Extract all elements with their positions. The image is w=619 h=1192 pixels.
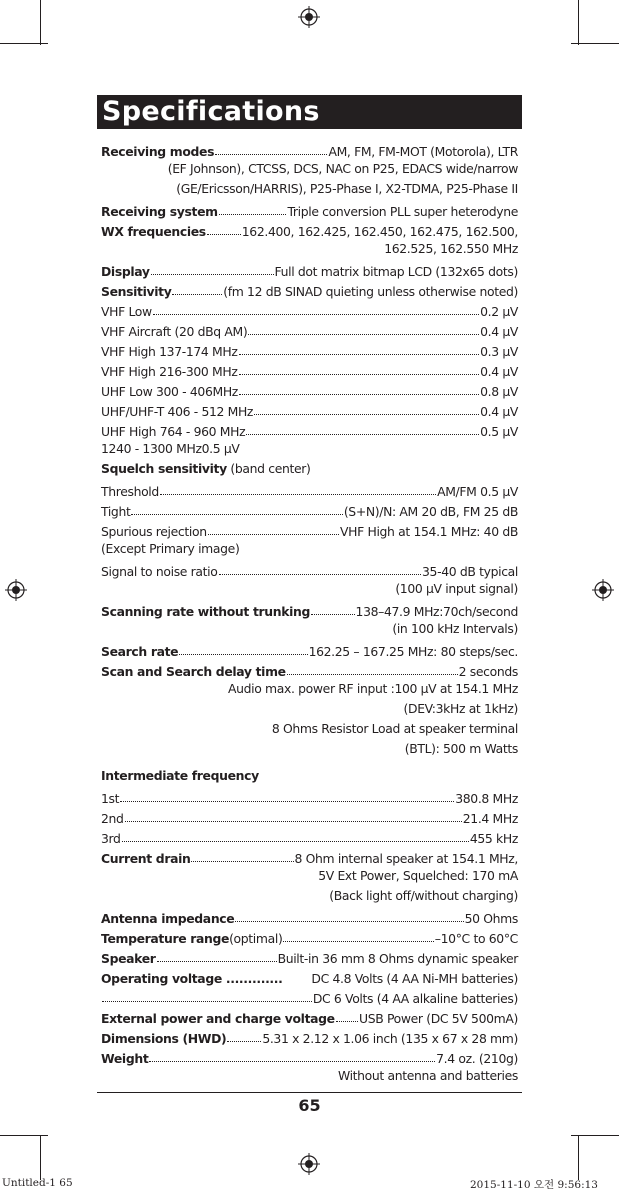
spec-value: 0.5 μV <box>480 424 518 439</box>
dot-leader <box>239 354 480 355</box>
spec-value: 2 seconds <box>458 664 518 679</box>
spec-label: Scan and Search delay time <box>101 664 286 679</box>
spec-heading-note: (band center) <box>226 461 311 476</box>
spec-label: Spurious rejection <box>101 524 207 539</box>
spec-label: Sensitivity <box>101 284 172 299</box>
spec-heading-label: Squelch sensitivity <box>101 461 227 476</box>
spec-row <box>101 1026 518 1046</box>
spec-value: 7.4 oz. (210g) <box>436 1051 518 1066</box>
dot-leader <box>239 374 480 375</box>
spec-continuation: (GE/Ericsson/HARRIS), P25-Phase I, X2-TDMA, P25-Phase II <box>176 181 518 196</box>
spec-label: Weight <box>101 1051 149 1066</box>
spec-label: VHF High 216-300 MHz <box>101 364 238 379</box>
spec-continuation: (Except Primary image) <box>101 541 240 556</box>
spec-row <box>101 946 518 966</box>
spec-label: Receiving modes <box>101 144 215 159</box>
dot-leader <box>153 314 479 315</box>
spec-value: 380.8 MHz <box>455 791 518 806</box>
dot-leader <box>179 654 307 655</box>
spec-row <box>101 479 518 499</box>
dot-leader <box>151 274 274 275</box>
spec-value: 5.31 x 2.12 x 1.06 inch (135 x 67 x 28 mm) <box>262 1031 518 1046</box>
spec-row <box>101 319 518 339</box>
dot-leader <box>160 494 436 495</box>
print-slug-file: Untitled-1 65 <box>2 1177 73 1189</box>
spec-continuation: 1240 - 1300 MHz0.5 μV <box>101 441 240 456</box>
spec-row <box>101 1006 518 1026</box>
spec-value: 21.4 MHz <box>462 811 518 826</box>
spec-row <box>101 359 518 379</box>
spec-value: AM, FM, FM-MOT (Motorola), LTR <box>328 144 518 159</box>
spec-value: AM/FM 0.5 μV <box>437 484 518 499</box>
crop-mark <box>571 1135 619 1136</box>
spec-label: Temperature range <box>101 931 230 946</box>
spec-label: WX frequencies <box>101 224 206 239</box>
spacer <box>101 759 518 766</box>
spec-label: VHF Low <box>101 304 152 319</box>
spec-row <box>101 139 518 159</box>
spec-value: 0.4 μV <box>480 404 518 419</box>
spec-value: 162.25 – 167.25 MHz: 80 steps/sec. <box>308 644 518 659</box>
spec-row <box>101 279 518 299</box>
dot-leader <box>219 214 287 215</box>
crop-mark <box>0 1135 48 1136</box>
spec-value: 35-40 dB typical <box>422 564 518 579</box>
spec-value: Triple conversion PLL super heterodyne <box>287 204 518 219</box>
spec-row <box>101 786 518 806</box>
spec-value: Full dot matrix bitmap LCD (132x65 dots) <box>274 264 518 279</box>
spec-value: –10°C to 60°C <box>434 931 518 946</box>
spec-row <box>101 846 518 866</box>
spec-row <box>101 559 518 579</box>
spec-value: (S+N)/N: AM 20 dB, FM 25 dB <box>343 504 518 519</box>
spec-row <box>101 906 518 926</box>
crop-mark <box>40 0 41 45</box>
spec-heading <box>101 766 518 786</box>
spec-label: UHF/UHF-T 406 - 512 MHz <box>101 404 254 419</box>
spec-heading-label: Intermediate frequency <box>101 768 259 783</box>
spec-continuation: (in 100 kHz Intervals) <box>392 621 518 636</box>
spec-continuation: 162.525, 162.550 MHz <box>384 241 518 256</box>
spec-label: Speaker <box>101 951 156 966</box>
spec-value: 0.3 μV <box>480 344 518 359</box>
spec-continuation: (EF Johnson), CTCSS, DCS, NAC on P25, EDACS wide/narrow <box>167 161 518 176</box>
spec-continuation: (Back light off/without charging) <box>329 888 518 903</box>
spec-value: (fm 12 dB SINAD quieting unless otherwise noted) <box>223 284 518 299</box>
spec-label-note: (optimal) <box>229 931 283 946</box>
spec-continuation: (BTL): 500 m Watts <box>404 741 518 756</box>
spec-label: Signal to noise ratio <box>101 564 218 579</box>
dot-leader <box>248 334 479 335</box>
spec-continuation: (100 μV input signal) <box>395 581 518 596</box>
spec-row <box>101 826 518 846</box>
spec-row <box>101 259 518 279</box>
crop-mark <box>40 1135 41 1180</box>
footer-rule <box>97 1092 522 1093</box>
spec-value: 0.8 μV <box>480 384 518 399</box>
section-title-bar <box>97 95 522 129</box>
print-slug-timestamp: 2015-11-10 오전 9:56:13 <box>470 1179 598 1191</box>
dot-leader <box>122 841 469 842</box>
spec-label: Antenna impedance <box>101 911 235 926</box>
registration-mark-icon <box>5 579 27 601</box>
dot-leader <box>254 414 479 415</box>
spec-list <box>101 139 518 1086</box>
spec-label: VHF High 137-174 MHz <box>101 344 238 359</box>
spec-value: 0.2 μV <box>480 304 518 319</box>
dot-leader <box>208 534 339 535</box>
spec-row <box>101 926 518 946</box>
spec-row <box>101 419 518 439</box>
spec-row <box>101 986 518 1006</box>
spec-row <box>101 599 518 619</box>
spec-label: 2nd <box>101 811 124 826</box>
spec-continuation: 5V Ext Power, Squelched: 170 mA <box>318 868 518 883</box>
dot-leader <box>287 674 458 675</box>
dot-leader <box>215 154 327 155</box>
spec-continuation: Audio max. power RF input :100 μV at 154.1 MHz <box>227 681 518 696</box>
dot-leader <box>207 234 241 235</box>
spec-value: 0.4 μV <box>480 324 518 339</box>
spec-row <box>101 219 518 239</box>
dot-leader <box>157 961 277 962</box>
spec-label: Search rate <box>101 644 179 659</box>
spec-row <box>101 379 518 399</box>
dot-leader <box>172 294 222 295</box>
spec-row <box>101 339 518 359</box>
dot-leader <box>120 801 454 802</box>
spec-row <box>101 1046 518 1066</box>
registration-mark-icon <box>298 1153 320 1175</box>
spec-continuation: 8 Ohms Resistor Load at speaker terminal <box>271 721 518 736</box>
spec-row <box>101 399 518 419</box>
spec-row <box>101 966 518 986</box>
dot-leader <box>131 514 342 515</box>
spec-value: 0.4 μV <box>480 364 518 379</box>
spec-value: 162.400, 162.425, 162.450, 162.475, 162.500, <box>241 224 518 239</box>
dot-leader <box>336 1021 358 1022</box>
spec-row <box>101 519 518 539</box>
spec-label: Display <box>101 264 150 279</box>
spec-value: 50 Ohms <box>464 911 518 926</box>
registration-mark-icon <box>298 6 320 28</box>
dot-leader <box>235 921 463 922</box>
spec-label: 3rd <box>101 831 121 846</box>
spec-continuation: (DEV:3kHz at 1kHz) <box>403 701 518 716</box>
spec-label: Scanning rate without trunking <box>101 604 310 619</box>
spec-label: UHF High 764 - 960 MHz <box>101 424 246 439</box>
spec-label: 1st <box>101 791 120 806</box>
spec-value: 455 kHz <box>469 831 518 846</box>
dot-leader <box>125 821 462 822</box>
crop-mark <box>571 43 619 44</box>
spec-value: USB Power (DC 5V 500mA) <box>358 1011 518 1026</box>
spec-row <box>101 199 518 219</box>
dot-leader <box>311 614 355 615</box>
crop-mark <box>578 1135 579 1180</box>
spec-row <box>101 659 518 679</box>
spec-value: DC 4.8 Volts (4 AA Ni-MH batteries) <box>311 971 518 986</box>
dot-leader <box>246 434 479 435</box>
spec-label: Dimensions (HWD) <box>101 1031 227 1046</box>
registration-mark-icon <box>592 579 614 601</box>
spec-label: Operating voltage ............. <box>101 971 283 986</box>
spec-label: External power and charge voltage <box>101 1011 335 1026</box>
spec-row <box>101 299 518 319</box>
spec-label: VHF Aircraft (20 dBq AM) <box>101 324 248 339</box>
dot-leader <box>191 861 293 862</box>
spec-value: DC 6 Volts (4 AA alkaline batteries) <box>312 991 518 1006</box>
dot-leader <box>239 394 479 395</box>
spec-row <box>101 499 518 519</box>
dot-leader <box>283 941 433 942</box>
page-number: 65 <box>298 1096 321 1115</box>
spec-value: VHF High at 154.1 MHz: 40 dB <box>340 524 518 539</box>
spec-label: Tight <box>101 504 131 519</box>
crop-mark <box>578 0 579 45</box>
spec-value: Built-in 36 mm 8 Ohms dynamic speaker <box>277 951 518 966</box>
spec-heading <box>101 459 518 479</box>
spec-row <box>101 639 518 659</box>
page-title: Specifications <box>102 96 320 127</box>
spec-label: UHF Low 300 - 406MHz <box>101 384 238 399</box>
dot-leader <box>149 1061 435 1062</box>
dot-leader <box>219 574 422 575</box>
dot-leader <box>227 1041 261 1042</box>
spec-label: Threshold <box>101 484 159 499</box>
spec-row <box>101 806 518 826</box>
spec-label: Receiving system <box>101 204 218 219</box>
spec-value: 138–47.9 MHz:70ch/second <box>355 604 518 619</box>
spec-value: 8 Ohm internal speaker at 154.1 MHz, <box>294 851 518 866</box>
spec-label: Current drain <box>101 851 191 866</box>
dot-leader <box>102 1001 312 1002</box>
crop-mark <box>0 43 48 44</box>
spec-continuation: Without antenna and batteries <box>337 1068 518 1083</box>
